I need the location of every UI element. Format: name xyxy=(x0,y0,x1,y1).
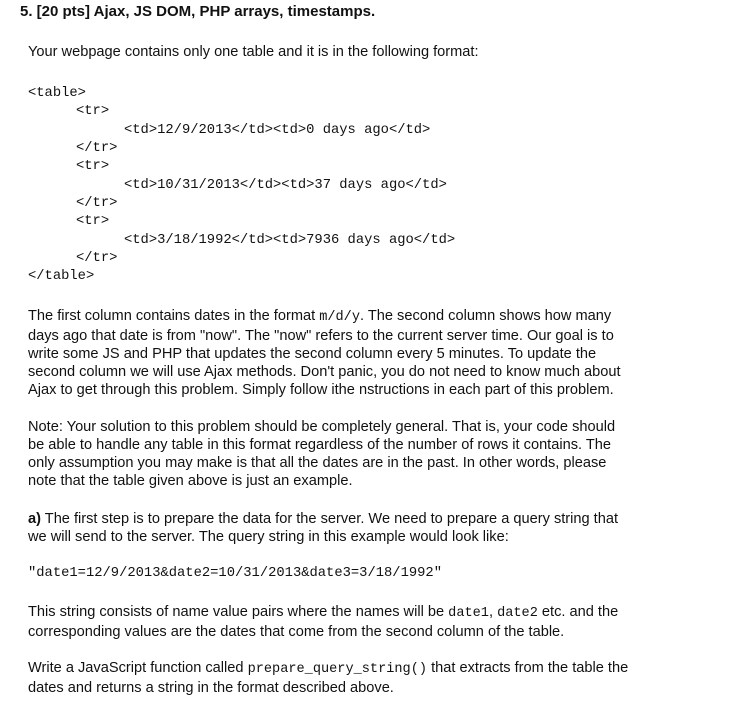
code-tr-open: <tr> xyxy=(76,159,110,174)
code-tr-open: <tr> xyxy=(76,214,110,229)
paragraph-name-value: This string consists of name value pairs where the names will be date1, date2 etc. and the corresponding values are the dates that come from the second column of the table. xyxy=(28,604,619,640)
paragraph-part-a: a) The first step is to prepare the data for the server. We need to prepare a query string that we will send to the server. The query string in this example would look like: xyxy=(28,511,619,545)
code-row: <td>10/31/2013</td><td>37 days ago</td> xyxy=(124,178,447,193)
paragraph-note: Note: Your solution to this problem should be completely general. That is, your code should be able to handle any table in this format regardless of the number of rows it contains. The only assumption you may make is that all the dates are in the past. In other words, please note that the table given above is just an example. xyxy=(28,419,616,489)
function-name: prepare_query_string() xyxy=(247,662,428,677)
question-title: 5. [20 pts] Ajax, JS DOM, PHP arrays, timestamps. xyxy=(20,3,376,20)
intro-text: Your webpage contains only one table and it is in the following format: xyxy=(28,44,479,60)
code-row: <td>12/9/2013</td><td>0 days ago</td> xyxy=(124,123,431,138)
code-row: <td>3/18/1992</td><td>7936 days ago</td> xyxy=(124,233,456,248)
inline-code: date1 xyxy=(448,606,489,621)
paragraph-intro: The first column contains dates in the format m/d/y. The second column shows how many days ago that date is from "now". The "now" refers to the current server time. Our goal is to write some JS and PHP that updates the second column every 5 minutes. To update the second column we will use Ajax methods. Don't panic, you do not need to know much about Ajax to get through this problem. Simply follow ithe nstructions in each part of this problem. xyxy=(28,308,621,398)
code-table-close: </table> xyxy=(28,269,95,284)
part-label: a) xyxy=(28,511,41,527)
code-tr-close: </tr> xyxy=(76,141,118,156)
code-tr-close: </tr> xyxy=(76,251,118,266)
code-table-open: <table> xyxy=(28,86,86,101)
paragraph-task: Write a JavaScript function called prepare_query_string() that extracts from the table the dates and returns a string in the format described above. xyxy=(28,660,629,696)
code-tr-open: <tr> xyxy=(76,104,110,119)
inline-code: m/d/y xyxy=(319,310,360,325)
inline-code: date2 xyxy=(497,606,538,621)
code-tr-close: </tr> xyxy=(76,196,118,211)
query-string-example: "date1=12/9/2013&date2=10/31/2013&date3=3/18/1992" xyxy=(28,566,442,581)
